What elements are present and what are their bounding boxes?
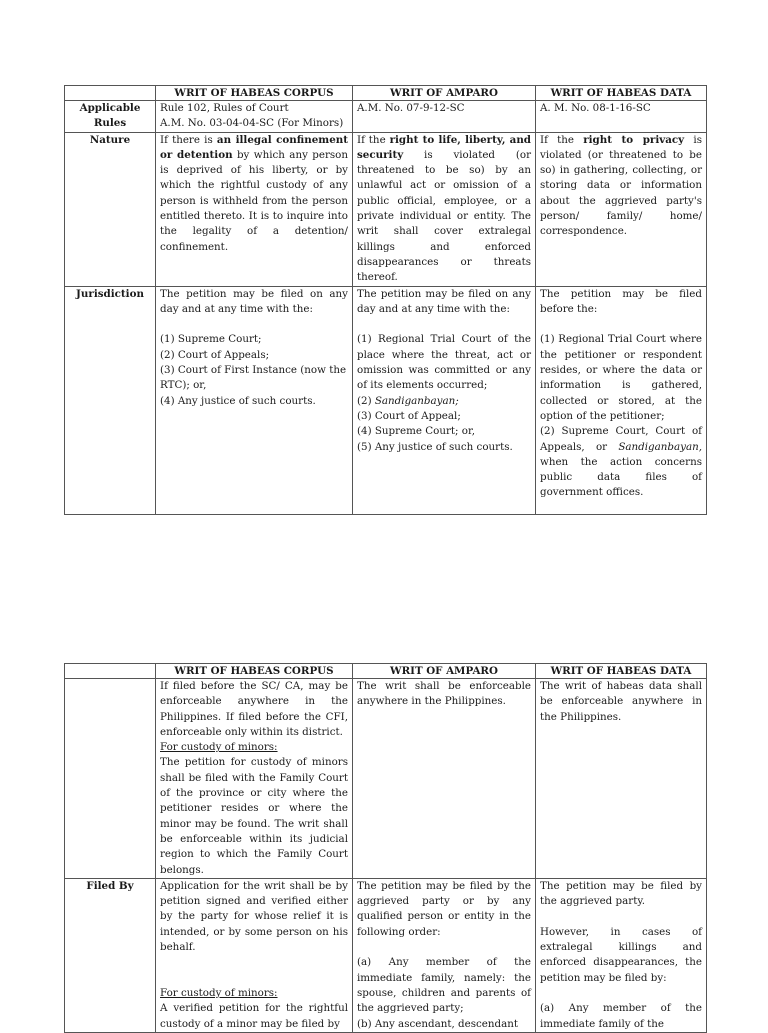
enforce-text: The petition for custody of minors shall be filed with the Family Court of the province or city where the petitioner resides or where the minor may be found. The writ shall be enforceable within its judicial region to which the Family Court belongs.: [160, 756, 348, 876]
header-habeas-data: WRIT OF HABEAS DATA: [536, 664, 707, 679]
filed-text: A verified petition for the rightful custody of a minor may be filed by: [160, 1002, 348, 1030]
cell-enforce-habeas-data: The writ of habeas data shall be enforceable anywhere in the Philippines.: [536, 679, 707, 879]
item-italic: Sandiganbayan,: [618, 440, 702, 453]
cell-jurisdiction-habeas-data: [536, 286, 707, 514]
filed-text: However, in cases of extralegal killings and enforced disappearances, the petition may be filed by:: [540, 925, 702, 984]
nature-text-pre: If the: [357, 133, 390, 146]
nature-text-bold: right to privacy: [583, 133, 685, 146]
jurisdiction-item: (3) Court of First Instance (now the RTC); or,: [160, 364, 347, 392]
header-habeas-data: WRIT OF HABEAS DATA: [536, 86, 707, 101]
jurisdiction-intro: The petition may be filed on any day and at any time with the:: [357, 287, 531, 315]
nature-text-pre: If there is: [160, 133, 217, 146]
filed-text: The petition may be filed by the aggrieved party or by any qualified person or entity in the following order:: [357, 879, 531, 938]
filed-text: Application for the writ shall be by petition signed and verified either by the party for whose relief it is intended, or by some person on his behalf.: [160, 879, 348, 954]
jurisdiction-intro: The petition may be filed before the:: [540, 287, 702, 315]
header-row: [65, 664, 707, 679]
enforce-text: If filed before the SC/ CA, may be enforceable anywhere in the Philippines. If filed before the CFI, enforceable only within its district.: [160, 680, 348, 738]
label-applicable-rules: Applicable Rules: [65, 101, 156, 133]
cell-filed-amparo: [353, 878, 536, 1032]
cell-rules-habeas-corpus: [156, 101, 353, 133]
jurisdiction-item: (2) Court of Appeals;: [160, 348, 270, 361]
header-amparo: WRIT OF AMPARO: [353, 664, 536, 679]
cell-jurisdiction-habeas-corpus: [156, 286, 353, 514]
jurisdiction-item: [540, 424, 702, 500]
jurisdiction-item: (4) Supreme Court; or,: [357, 425, 476, 438]
row-enforceability: [65, 679, 707, 879]
jurisdiction-item: (4) Any justice of such courts.: [160, 394, 316, 407]
filed-item: (a) Any member of the immediate family of the: [540, 1002, 702, 1030]
cell-jurisdiction-amparo: [353, 286, 536, 514]
label-nature: Nature: [65, 132, 156, 286]
custody-heading: For custody of minors:: [160, 986, 278, 999]
cell-enforce-habeas-corpus: [156, 679, 353, 879]
filed-item: (b) Any ascendant, descendant: [357, 1017, 518, 1030]
jurisdiction-intro: The petition may be filed on any day and at any time with the:: [160, 287, 348, 315]
cell-nature-habeas-corpus: [156, 132, 353, 286]
cell-nature-habeas-data: [536, 132, 707, 286]
jurisdiction-item: (3) Court of Appeal;: [357, 409, 461, 422]
filed-text: The petition may be filed by the aggrieved party.: [540, 879, 702, 908]
item-prefix: (2) Supreme Court, Court of Appeals, or: [540, 425, 702, 453]
custody-heading: For custody of minors:: [160, 741, 278, 754]
header-blank: [65, 86, 156, 101]
jurisdiction-item: (5) Any justice of such courts.: [357, 440, 513, 453]
item-prefix: (2): [357, 394, 375, 407]
header-amparo: WRIT OF AMPARO: [353, 86, 536, 101]
header-habeas-corpus: WRIT OF HABEAS CORPUS: [156, 664, 353, 679]
jurisdiction-item: [357, 394, 531, 409]
label-enforceability: [65, 679, 156, 879]
nature-text-bold: right to life, liberty, and security: [357, 133, 532, 161]
header-habeas-corpus: WRIT OF HABEAS CORPUS: [156, 86, 353, 101]
jurisdiction-item: (1) Regional Trial Court where the petitioner or respondent resides, or where the data or information is gathered, collected or stored, at the option of the petitioner;: [540, 333, 702, 422]
cell-rules-amparo: A.M. No. 07-9-12-SC: [353, 101, 536, 133]
cell-enforce-amparo: The writ shall be enforceable anywhere in the Philippines.: [353, 679, 536, 879]
nature-text-post: by which any person is deprived of his liberty, or by which the rightful custody of any person is withheld from the person entitled thereto. It is to inquire into the legality of a detention/ confinement.: [160, 148, 349, 253]
jurisdiction-item: (1) Regional Trial Court of the place where the threat, act or omission was committed or any of its elements occurred;: [357, 333, 531, 392]
header-row: [65, 86, 707, 101]
jurisdiction-item: (1) Supreme Court;: [160, 333, 262, 346]
label-filed-by: Filed By: [65, 878, 156, 1032]
cell-rules-habeas-data: A. M. No. 08-1-16-SC: [536, 101, 707, 133]
comparison-table-2: [64, 663, 707, 1033]
filed-item: (a) Any member of the immediate family, namely: the spouse, children and parents of the aggrieved party;: [357, 956, 531, 1015]
row-nature: [65, 132, 707, 286]
nature-text-pre: If the: [540, 133, 584, 146]
rule-line: A.M. No. 03-04-04-SC (For Minors): [160, 117, 344, 130]
comparison-table-1: [64, 85, 707, 515]
row-filed-by: [65, 878, 707, 1032]
item-italic: Sandiganbayan;: [374, 394, 459, 407]
row-jurisdiction: [65, 286, 707, 514]
row-applicable-rules: [65, 101, 707, 133]
nature-text-post: is violated (or threatened to be so) in gathering, collecting, or storing data or information about the aggrieved party's person/ family/ home/ correspondence.: [540, 133, 702, 238]
nature-text-bold: an illegal confinement or detention: [160, 133, 348, 161]
cell-filed-habeas-corpus: [156, 878, 353, 1032]
header-blank: [65, 664, 156, 679]
rule-line: Rule 102, Rules of Court: [160, 102, 289, 114]
item-suffix: when the action concerns public data files of government offices.: [540, 455, 702, 499]
cell-filed-habeas-data: [536, 878, 707, 1032]
cell-nature-amparo: [353, 132, 536, 286]
nature-text-post: is violated (or threatened to be so) by an unlawful act or omission of a public official, employee, or a private individual or entity. The writ shall cover extralegal killings and enforced disappearances or threats thereof.: [357, 148, 531, 284]
label-jurisdiction: Jurisdiction: [65, 286, 156, 514]
